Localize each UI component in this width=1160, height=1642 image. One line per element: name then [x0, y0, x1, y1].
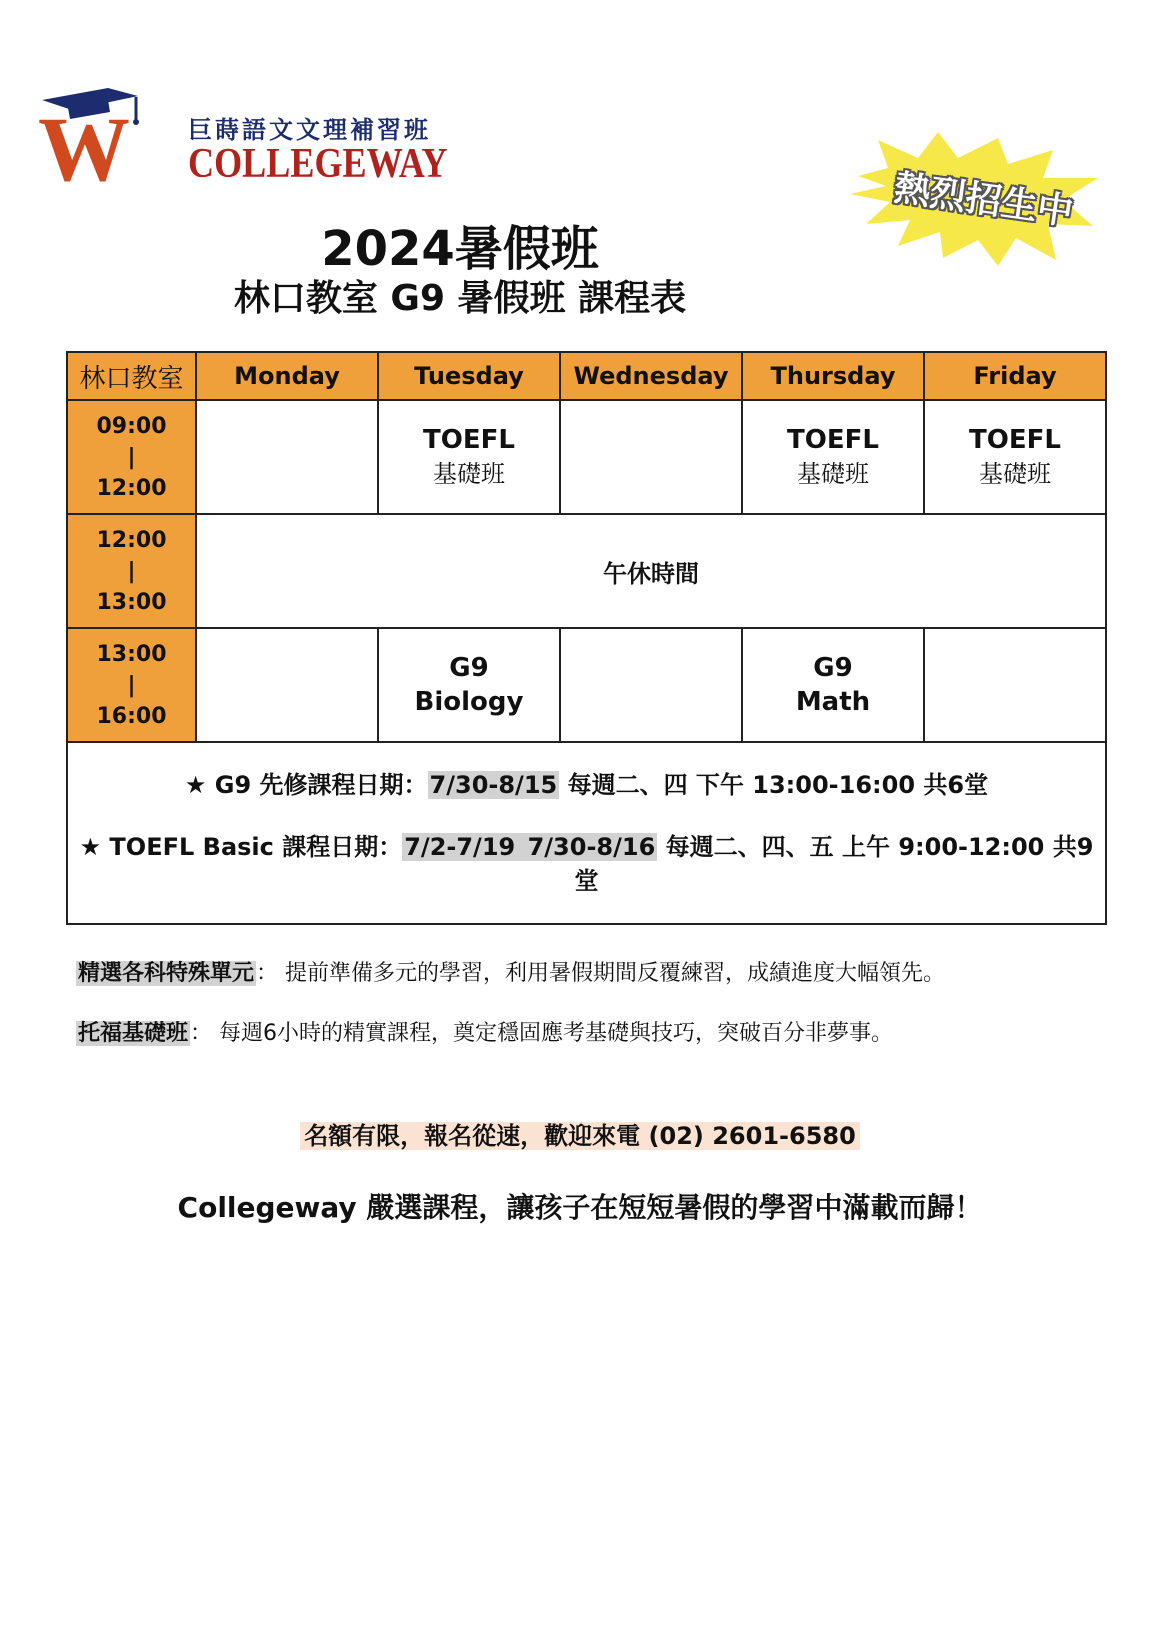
course-notes [67, 742, 1106, 924]
date-highlight: 7/30-8/15 [429, 771, 558, 799]
notes-row [67, 742, 1106, 924]
day-friday: Friday [924, 352, 1106, 400]
badge-text: 熱烈招生中 [891, 167, 1076, 234]
lunch-break-cell: 午休時間 [196, 514, 1106, 628]
contact-line: 名額有限，報名從速，歡迎來電 (02) 2601-6580 [0, 1116, 1160, 1151]
feature-toefl-basic: 托福基礎班： 每週6小時的精實課程，奠定穩固應考基礎與技巧，突破百分非夢事。 [78, 1021, 894, 1046]
cell-monday-afternoon [196, 628, 378, 742]
cell-friday-afternoon [924, 628, 1106, 742]
slot-row-morning [67, 400, 1106, 514]
cell-monday-morning [196, 400, 378, 514]
day-monday: Monday [196, 352, 378, 400]
note-g9: ★ G9 先修課程日期：7/30-8/15 每週二、四 下午 13:00-16:00 共6堂 [184, 771, 989, 799]
corner-cell: 林口教室 [67, 352, 196, 400]
slot-row-lunch [67, 514, 1106, 628]
class-toefl-thursday: TOEFL 基礎班 [742, 400, 924, 514]
header-row [67, 352, 1106, 400]
note-toefl: ★ TOEFL Basic 課程日期：7/2-7/19 7/30-8/16 每週二、四、五 上午 9:00-12:00 共9堂 [79, 833, 1094, 895]
time-slot-morning: 09:00 | 12:00 [67, 400, 196, 514]
slot-row-afternoon [67, 628, 1106, 742]
date-highlight: 7/30-8/16 [527, 833, 656, 861]
cell-wednesday-morning [560, 400, 742, 514]
time-slot-lunch: 12:00 | 13:00 [67, 514, 196, 628]
class-math-thursday: G9 Math [742, 628, 924, 742]
time-slot-afternoon: 13:00 | 16:00 [67, 628, 196, 742]
day-tuesday: Tuesday [378, 352, 560, 400]
logo-name-cn: 巨蒔語文文理補習班 [188, 115, 431, 144]
class-biology-tuesday: G9 Biology [378, 628, 560, 742]
page-subtitle: 林口教室 G9 暑假班 課程表 [233, 278, 687, 319]
collegeway-logo [38, 88, 448, 198]
logo-mark-letter: W [38, 98, 130, 198]
class-toefl-tuesday: TOEFL 基礎班 [378, 400, 560, 514]
day-thursday: Thursday [742, 352, 924, 400]
page-title: 2024暑假班 [321, 221, 599, 277]
schedule-table [66, 351, 1107, 925]
graduation-cap-icon [38, 88, 188, 198]
date-highlight: 7/2-7/19 [404, 833, 524, 861]
day-wednesday: Wednesday [560, 352, 742, 400]
cell-wednesday-afternoon [560, 628, 742, 742]
class-toefl-friday: TOEFL 基礎班 [924, 400, 1106, 514]
feature-label: 托福基礎班 [78, 1021, 189, 1046]
feature-special-units: 精選各科特殊單元： 提前準備多元的學習，利用暑假期間反覆練習，成績進度大幅領先。 [78, 961, 946, 986]
logo-name-en: COLLEGEWAY [188, 141, 448, 187]
feature-label: 精選各科特殊單元 [78, 961, 255, 986]
slogan: Collegeway 嚴選課程，讓孩子在短短暑假的學習中滿載而歸！ [177, 1191, 983, 1224]
